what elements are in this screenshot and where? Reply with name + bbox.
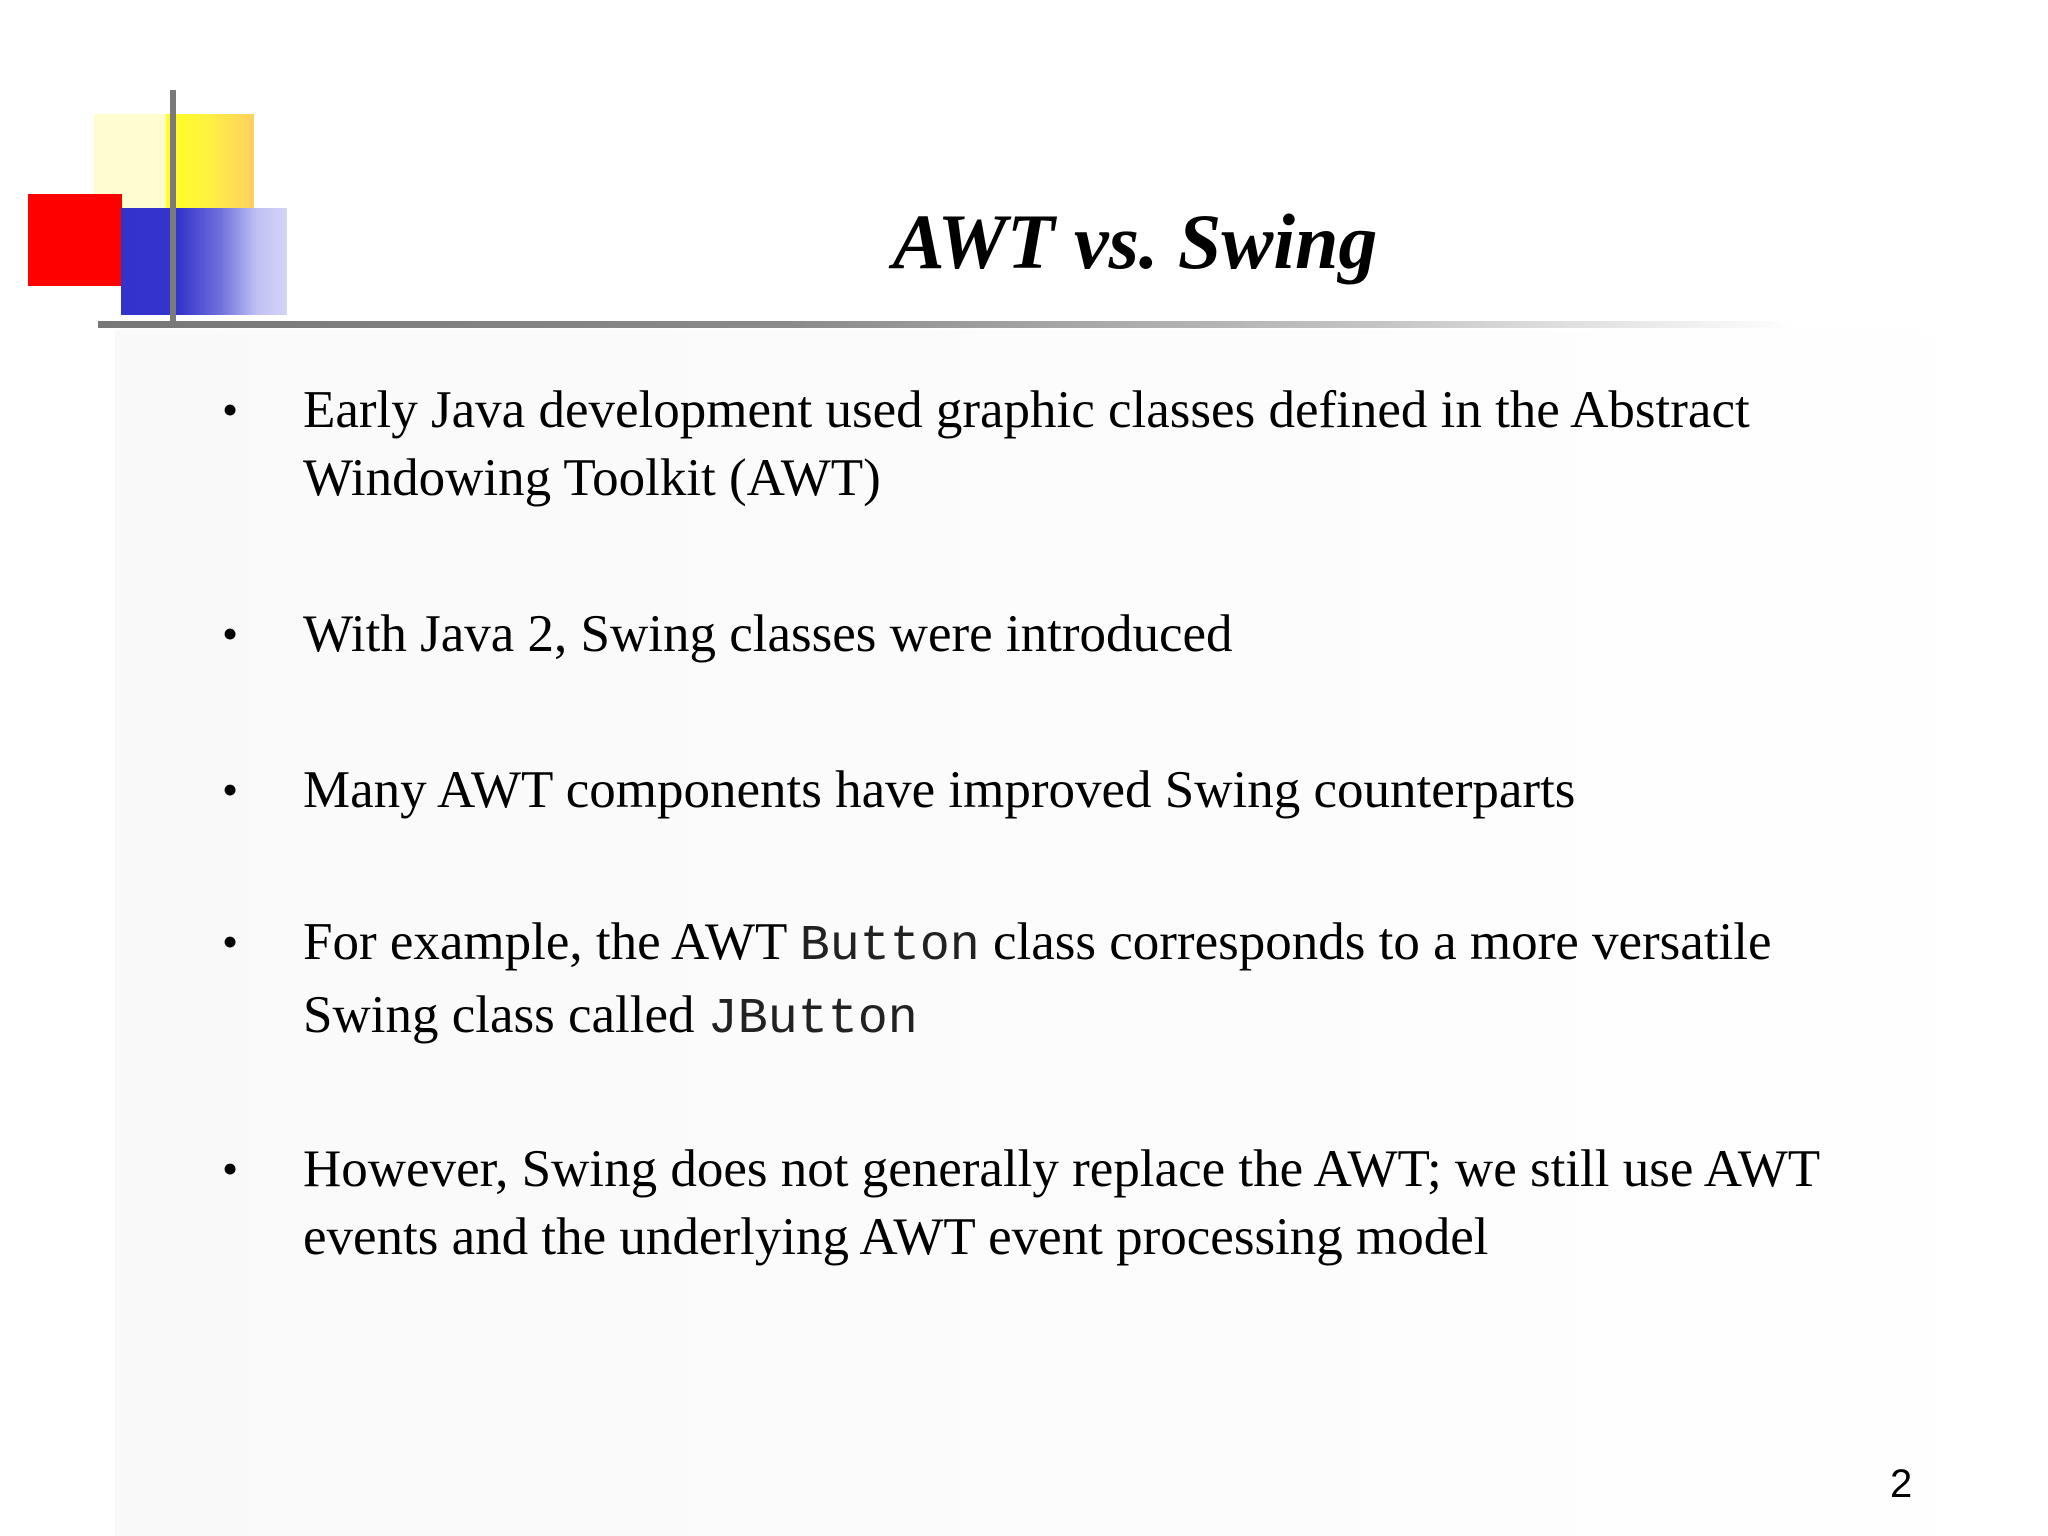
bullet-line: events and the underlying AWT event processing model: [303, 1208, 1489, 1266]
bullet-icon: •: [222, 916, 239, 967]
red-square-shape: [28, 194, 122, 286]
title-underline-rule: [98, 321, 1798, 328]
bullet-line: Many AWT components have improved Swing counterparts: [303, 761, 1576, 819]
bullet-icon: •: [222, 608, 239, 659]
bullet-icon: •: [222, 764, 239, 815]
vertical-rule: [170, 90, 176, 326]
bullet-line: Early Java development used graphic classes defined in the Abstract: [303, 381, 1750, 439]
bullet-icon: •: [222, 1143, 239, 1194]
bullet-text: [303, 600, 1993, 668]
bullet-line-text: For example, the AWT: [303, 913, 800, 971]
bullet-line-text: class corresponds to a more versatile: [979, 913, 1772, 971]
bullet-line: With Java 2, Swing classes were introduced: [303, 605, 1233, 663]
bullet-icon: •: [222, 384, 239, 435]
code-jbutton-class: JButton: [707, 991, 918, 1048]
bullet-text: [303, 756, 1993, 824]
bullet-line: Windowing Toolkit (AWT): [303, 449, 881, 507]
bullet-line: However, Swing does not generally replace the AWT; we still use AWT: [303, 1140, 1821, 1198]
bullet-text: [303, 1135, 1993, 1271]
bullet-text: [303, 376, 1993, 512]
bullet-text: [303, 908, 1993, 1054]
page-number: 2: [1890, 1462, 1913, 1506]
blue-square-shape: [121, 208, 287, 315]
slide-title: AWT vs. Swing: [892, 198, 1378, 285]
code-button-class: Button: [799, 918, 980, 975]
bullet-line-text: Swing class called: [303, 986, 708, 1044]
